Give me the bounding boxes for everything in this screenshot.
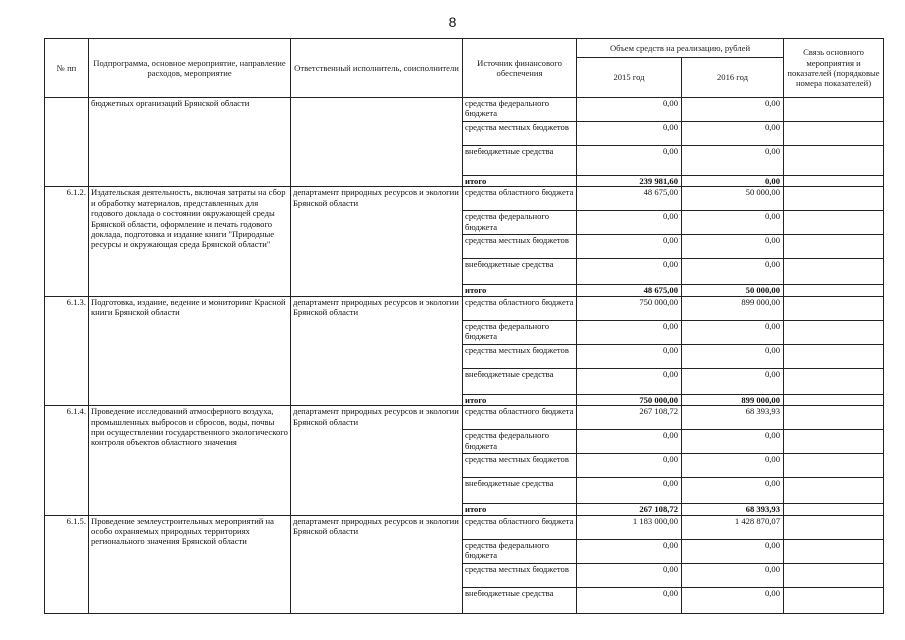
item-number: 6.1.5. — [45, 515, 89, 613]
value-2015: 0,00 — [577, 587, 682, 613]
link-cell — [784, 187, 884, 211]
header-num: № пп — [45, 39, 89, 98]
link-cell — [784, 344, 884, 368]
table-body — [45, 98, 884, 614]
value-2016: 899 000,00 — [682, 296, 784, 320]
item-number: 6.1.3. — [45, 296, 89, 405]
value-2016: 0,00 — [682, 211, 784, 235]
source-cell: средства федерального бюджета — [463, 320, 577, 344]
link-cell — [784, 394, 884, 405]
value-2015: 0,00 — [577, 563, 682, 587]
item-number: 6.1.2. — [45, 187, 89, 296]
total-2015: 750 000,00 — [577, 394, 682, 405]
value-2016: 0,00 — [682, 344, 784, 368]
value-2015: 0,00 — [577, 122, 682, 146]
value-2015: 0,00 — [577, 320, 682, 344]
link-cell — [784, 146, 884, 176]
source-cell: средства федерального бюджета — [463, 539, 577, 563]
header-program: Подпрограмма, основное мероприятие, направление расходов, мероприятие — [89, 39, 291, 98]
value-2015: 750 000,00 — [577, 296, 682, 320]
link-cell — [784, 430, 884, 454]
value-2016: 0,00 — [682, 563, 784, 587]
value-2016: 0,00 — [682, 430, 784, 454]
value-2016: 50 000,00 — [682, 187, 784, 211]
header-link: Связь основного мероприятия и показателей (порядковые номера показателей) — [784, 39, 884, 98]
header-2015: 2015 год — [577, 58, 682, 98]
link-cell — [784, 368, 884, 394]
item-responsible: департамент природных ресурсов и экологии Брянской области — [291, 515, 463, 613]
item-responsible — [291, 98, 463, 187]
total-2015: 48 675,00 — [577, 285, 682, 296]
source-cell: средства местных бюджетов — [463, 122, 577, 146]
value-2016: 0,00 — [682, 259, 784, 285]
total-2015: 267 108,72 — [577, 504, 682, 515]
total-2016: 0,00 — [682, 176, 784, 187]
total-2016: 50 000,00 — [682, 285, 784, 296]
item-responsible: департамент природных ресурсов и экологии Брянской области — [291, 296, 463, 405]
value-2015: 0,00 — [577, 146, 682, 176]
source-cell: средства местных бюджетов — [463, 454, 577, 478]
source-cell: средства местных бюджетов — [463, 563, 577, 587]
value-2016: 1 428 870,07 — [682, 515, 784, 539]
header-responsible: Ответственный исполнитель, соисполнители — [291, 39, 463, 98]
source-cell: внебюджетные средства — [463, 587, 577, 613]
item-program: Издательская деятельность, включая затраты на сбор и обработку материалов, представленных для годового доклада о состоянии окружающей среды Брянской области, оформление и печать годового доклада, подготовка и издание книги "Природные ресурсы и окружающая среда Брянской области" — [89, 187, 291, 296]
link-cell — [784, 454, 884, 478]
source-cell: внебюджетные средства — [463, 259, 577, 285]
value-2015: 0,00 — [577, 368, 682, 394]
value-2016: 0,00 — [682, 235, 784, 259]
total-2016: 899 000,00 — [682, 394, 784, 405]
link-cell — [784, 563, 884, 587]
table-row — [45, 296, 884, 320]
value-2015: 0,00 — [577, 235, 682, 259]
total-2016: 68 393,93 — [682, 504, 784, 515]
value-2016: 0,00 — [682, 587, 784, 613]
table-row — [45, 406, 884, 430]
value-2016: 0,00 — [682, 478, 784, 504]
value-2016: 0,00 — [682, 122, 784, 146]
value-2016: 0,00 — [682, 146, 784, 176]
link-cell — [784, 176, 884, 187]
value-2016: 0,00 — [682, 539, 784, 563]
link-cell — [784, 478, 884, 504]
total-2015: 239 981,60 — [577, 176, 682, 187]
header-source: Источник финансового обеспечения — [463, 39, 577, 98]
value-2015: 0,00 — [577, 344, 682, 368]
link-cell — [784, 122, 884, 146]
value-2015: 0,00 — [577, 259, 682, 285]
link-cell — [784, 235, 884, 259]
source-cell: средства областного бюджета — [463, 406, 577, 430]
source-cell: средства местных бюджетов — [463, 344, 577, 368]
source-cell: средства федерального бюджета — [463, 98, 577, 122]
link-cell — [784, 539, 884, 563]
table-row — [45, 515, 884, 539]
source-cell: внебюджетные средства — [463, 478, 577, 504]
value-2016: 0,00 — [682, 320, 784, 344]
source-cell: средства федерального бюджета — [463, 430, 577, 454]
link-cell — [784, 587, 884, 613]
value-2015: 267 108,72 — [577, 406, 682, 430]
value-2015: 0,00 — [577, 454, 682, 478]
financing-table — [44, 38, 884, 614]
link-cell — [784, 98, 884, 122]
value-2016: 0,00 — [682, 454, 784, 478]
link-cell — [784, 285, 884, 296]
source-cell: средства федерального бюджета — [463, 211, 577, 235]
total-label: итого — [463, 504, 577, 515]
source-cell: внебюджетные средства — [463, 368, 577, 394]
item-responsible: департамент природных ресурсов и экологии Брянской области — [291, 406, 463, 515]
total-label: итого — [463, 285, 577, 296]
item-responsible: департамент природных ресурсов и экологии Брянской области — [291, 187, 463, 296]
link-cell — [784, 504, 884, 515]
link-cell — [784, 515, 884, 539]
value-2015: 0,00 — [577, 430, 682, 454]
source-cell: внебюджетные средства — [463, 146, 577, 176]
item-number — [45, 98, 89, 187]
header-2016: 2016 год — [682, 58, 784, 98]
source-cell: средства областного бюджета — [463, 187, 577, 211]
value-2016: 0,00 — [682, 98, 784, 122]
source-cell: средства областного бюджета — [463, 296, 577, 320]
value-2015: 0,00 — [577, 539, 682, 563]
value-2015: 1 183 000,00 — [577, 515, 682, 539]
item-program: бюджетных организаций Брянской области — [89, 98, 291, 187]
page-number: 8 — [448, 14, 457, 30]
value-2016: 68 393,93 — [682, 406, 784, 430]
item-program: Проведение исследований атмосферного воздуха, промышленных выбросов и сбросов, воды, почвы при осуществлении государственного экологического контроля объектов областного значения — [89, 406, 291, 515]
header-volume: Объем средств на реализацию, рублей — [577, 39, 784, 58]
link-cell — [784, 211, 884, 235]
value-2015: 0,00 — [577, 478, 682, 504]
link-cell — [784, 406, 884, 430]
source-cell: средства областного бюджета — [463, 515, 577, 539]
item-number: 6.1.4. — [45, 406, 89, 515]
total-label: итого — [463, 394, 577, 405]
item-program: Подготовка, издание, ведение и мониторинг Красной книги Брянской области — [89, 296, 291, 405]
value-2015: 0,00 — [577, 211, 682, 235]
link-cell — [784, 320, 884, 344]
total-label: итого — [463, 176, 577, 187]
value-2015: 0,00 — [577, 98, 682, 122]
link-cell — [784, 296, 884, 320]
table-row — [45, 187, 884, 211]
item-program: Проведение землеустроительных мероприятий на особо охраняемых природных территориях регионального значения Брянской области — [89, 515, 291, 613]
value-2015: 48 675,00 — [577, 187, 682, 211]
value-2016: 0,00 — [682, 368, 784, 394]
source-cell: средства местных бюджетов — [463, 235, 577, 259]
link-cell — [784, 259, 884, 285]
table-row — [45, 98, 884, 122]
